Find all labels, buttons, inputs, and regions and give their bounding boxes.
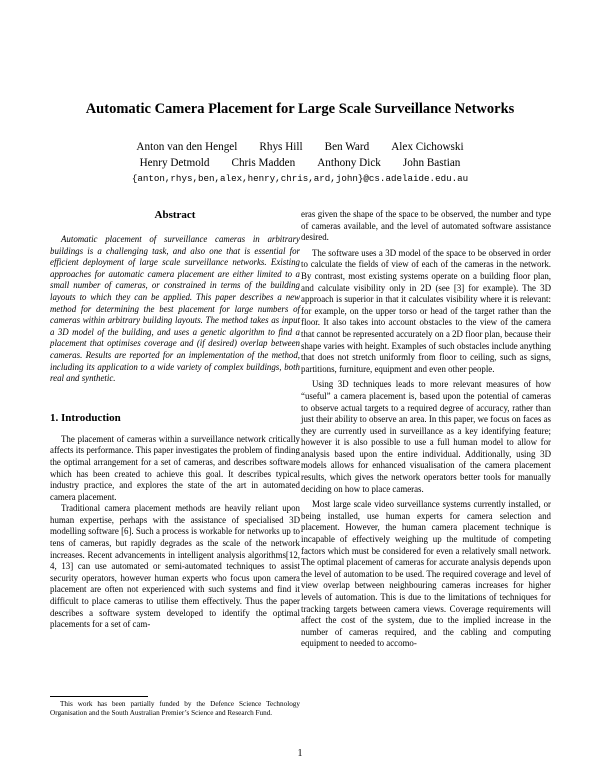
abstract	[50, 209, 300, 385]
page-number: 1	[297, 748, 303, 759]
paragraph: eras given the shape of the space to be observed, the number and type of cameras available, and the level of automated software assistance desired.	[301, 209, 551, 243]
authors-line-2	[0, 157, 600, 169]
footnote-text: This work has been partially funded by the Defence Science Technology Organisation and the South Australian Premier’s Science and Research Fund.	[50, 700, 300, 717]
author-name: Ben Ward	[324, 141, 370, 153]
author-name: Henry Detmold	[139, 157, 210, 169]
paragraph: Most large scale video surveillance systems currently installed, or being installed, use human experts for camera selection and placement. However, the human camera placement technique is incapable of effectively weighing up the multitude of competing factors which must be considered for even a relatively small network. The optimal placement of cameras for accurate analysis depends upon the level of automation to be used. The required coverage and level of view overlap between neighbouring cameras increases for higher levels of automation. This is due to the limitations of techniques for tracking targets between camera views. Coverage requirements will affect the cost of the system, due to the implied increase in the number of cameras required, and the cabling and computing equipment to needed to accomo-	[301, 499, 551, 649]
paragraph: The software uses a 3D model of the space to be observed in order to calculate the fields of view of each of the cameras in the network. By contrast, most existing systems operate on a building floor plan, and calculate visibility only in 2D (see [3] for example). The 3D approach is superior in that it calculates visibility where it is relevant: for example, on the upper torso or head of the target rather than the floor. It also takes into account obstacles to the view of the camera that cannot be represented accurately on a 2D floor plan, because their shape varies with height. Examples of such obstacles include anything that does not stretch uniformly from floor to ceiling, such as signs, partitions, furniture, equipment and even other people.	[301, 247, 551, 374]
author-emails: {anton,rhys,ben,alex,henry,chris,ard,john}@cs.adelaide.edu.au	[131, 173, 469, 184]
abstract-text: Automatic placement of surveillance cameras in arbitrary buildings is a challenging task, and also one that is essential for efficient deployment of large scale surveillance networks. Existing approaches for automatic camera placement are either limited to a small number of cameras, or constrained in terms of the building layouts to which they can be applied. This paper describes a new method for determining the best placement for large numbers of cameras within arbitrary building layouts. The method takes as input a 3D model of the building, and uses a genetic algorithm to find a placement that optimises coverage and (if desired) overlap between cameras. Results are reported for an implementation of the method, including its application to a wide variety of complex buildings, both real and synthetic.	[50, 234, 300, 384]
paper-title: Automatic Camera Placement for Large Scale Surveillance Networks	[85, 101, 515, 117]
author-name: Chris Madden	[231, 157, 296, 169]
author-name: John Bastian	[402, 157, 461, 169]
section-heading: 1. Introduction	[50, 411, 121, 424]
author-name: Anton van den Hengel	[136, 141, 238, 153]
footnote-divider	[50, 696, 148, 697]
footnote	[50, 696, 300, 718]
author-name: Alex Cichowski	[391, 141, 464, 153]
paragraph: Traditional camera placement methods are heavily reliant upon human expertise, perhaps with the assistance of specialised 3D modelling software [6]. Such a process is workable for networks up to tens of cameras, but rapidly degrades as the scale of the network increases. Recent advancements in intelligent analysis algorithms[12, 4, 13] can use automated or semi-automated techniques to assist security operators, however human experts who focus upon camera placement are often not experienced with such systems and find it difficult to place cameras to utilise them effectively. Thus the paper describes a software system developed to identify the optimal placements for a set of cam-	[50, 503, 300, 630]
abstract-heading: Abstract	[154, 209, 196, 221]
author-name: Rhys Hill	[259, 141, 303, 153]
introduction-section	[50, 412, 300, 631]
paragraph: Using 3D techniques leads to more relevant measures of how “useful” a camera placement is, based upon the potential of cameras to observe actual targets to a required degree of accuracy, rather than just their ability to observe an area. In this paper, we focus on faces as they are currently used in surveillance as a key identifying feature; however it is also possible to use a full human model to allow for analysis based upon the entire individual. Additionally, using 3D models allows for enhanced visualisation of the camera placement results, which gives the network operators better tools for manually deciding on how to place cameras.	[301, 379, 551, 494]
paragraph: The placement of cameras within a surveillance network critically affects its performance. This paper investigates the problem of finding the optimal arrangement for a set of cameras, and describes software which has been created to achieve this goal. It describes typical industry practice, and explores the state of the art in automated camera placement.	[50, 433, 300, 502]
authors-line-1	[0, 141, 600, 153]
right-column	[301, 209, 551, 650]
left-column	[50, 209, 300, 631]
author-name: Anthony Dick	[317, 157, 381, 169]
